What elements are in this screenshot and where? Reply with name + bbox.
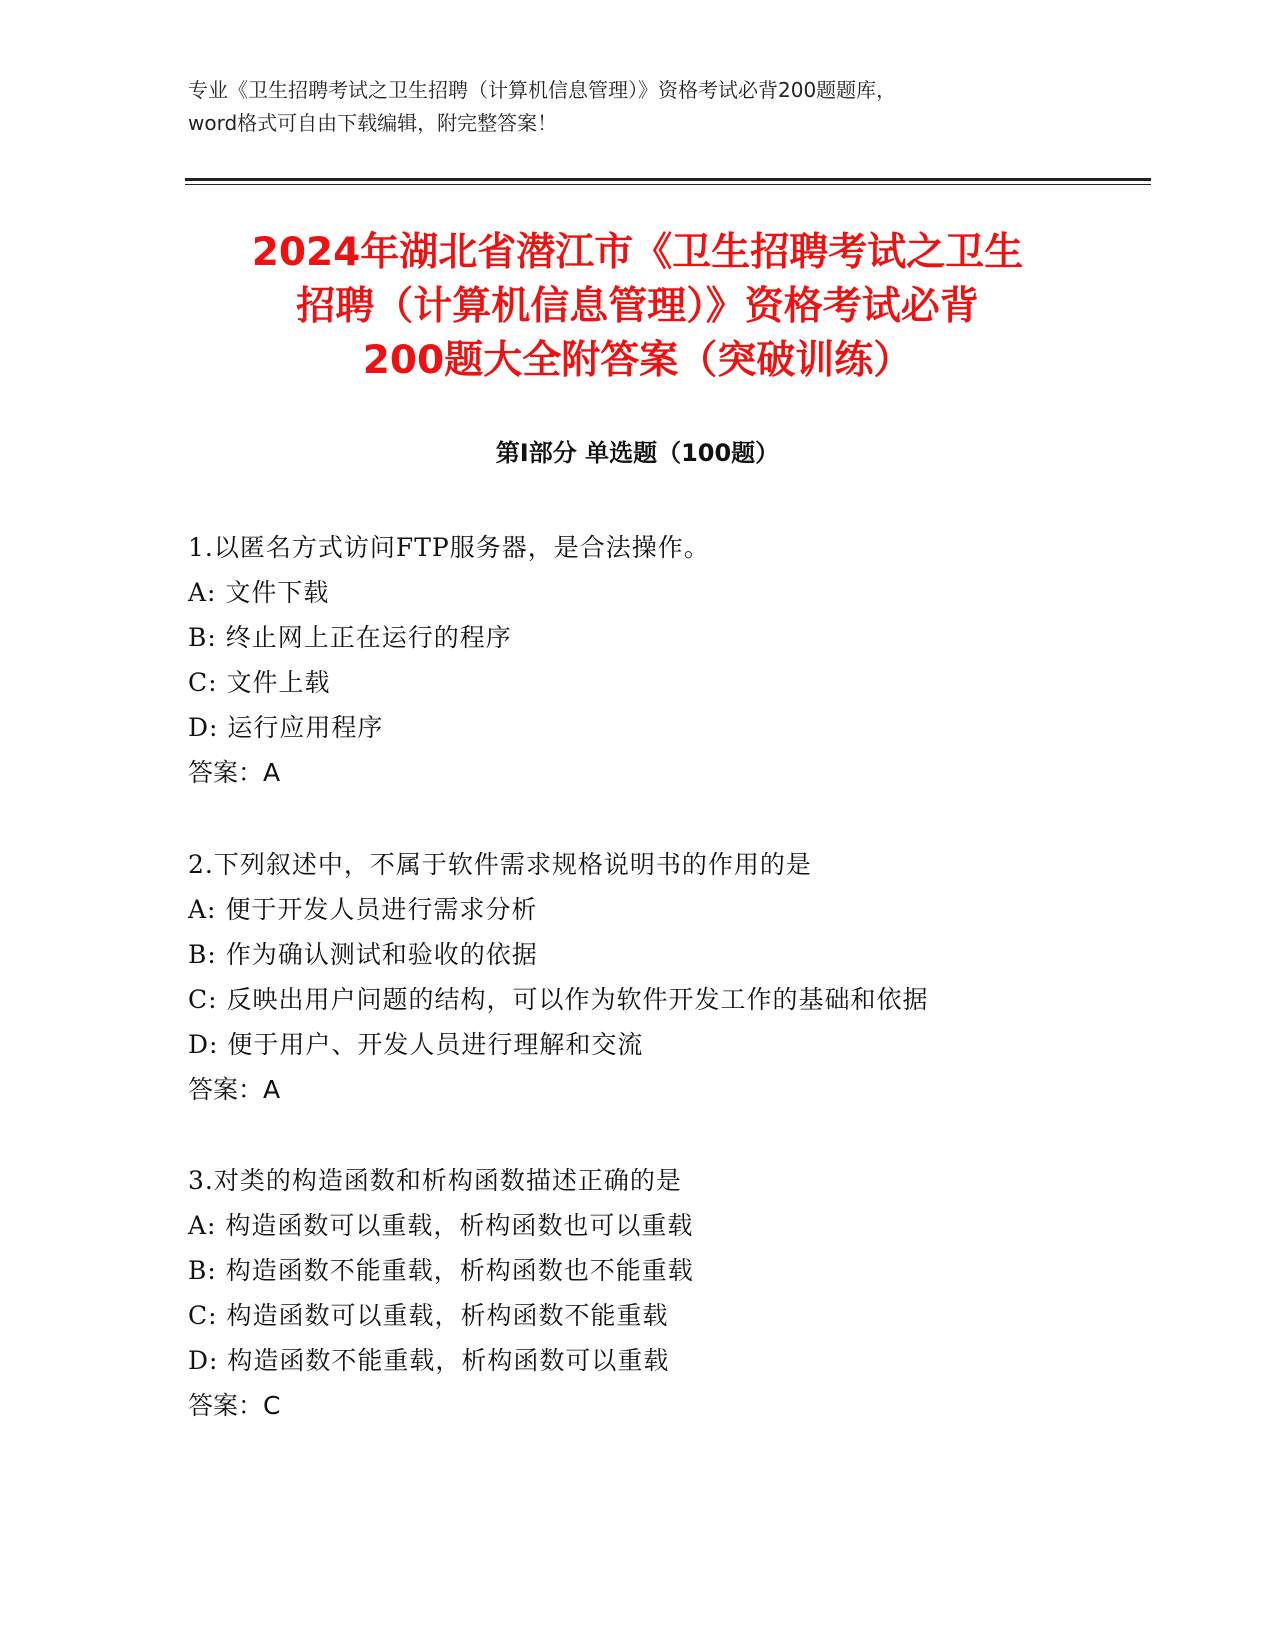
section-title: 第I部分 单选题（100题）: [495, 439, 780, 467]
option-c: C: 反映出用户问题的结构，可以作为软件开发工作的基础和依据: [188, 985, 929, 1014]
header-note-line-2: word格式可自由下载编辑，附完整答案！: [188, 111, 558, 135]
question-stem: 2.下列叙述中，不属于软件需求规格说明书的作用的是: [188, 850, 812, 879]
question-stem: 1.以匿名方式访问FTP服务器，是合法操作。: [188, 533, 710, 562]
option-d: D: 运行应用程序: [188, 713, 384, 742]
answer-line: 答案：A: [188, 758, 281, 787]
header-note: [188, 74, 1088, 140]
option-c: C: 文件上载: [188, 668, 331, 697]
option-b: B: 构造函数不能重载，析构函数也不能重载: [188, 1256, 694, 1285]
option-d: D: 便于用户、开发人员进行理解和交流: [188, 1030, 644, 1059]
option-a: A: 便于开发人员进行需求分析: [188, 895, 538, 924]
option-d: D: 构造函数不能重载，析构函数可以重载: [188, 1346, 670, 1375]
question-3: [188, 1158, 1088, 1428]
answer-line: 答案：A: [188, 1075, 281, 1104]
option-a: A: 构造函数可以重载，析构函数也可以重载: [188, 1211, 694, 1240]
document-title-line-1: 2024年湖北省潜江市《卫生招聘考试之卫生: [251, 230, 1024, 275]
option-b: B: 终止网上正在运行的程序: [188, 623, 512, 652]
document-title: [150, 226, 1125, 388]
option-b: B: 作为确认测试和验收的依据: [188, 940, 538, 969]
document-title-line-2: 招聘（计算机信息管理）》资格考试必背: [296, 284, 979, 329]
question-stem: 3.对类的构造函数和析构函数描述正确的是: [188, 1166, 682, 1195]
option-a: A: 文件下载: [188, 578, 330, 607]
question-2: [188, 842, 1088, 1112]
header-divider-thin: [185, 184, 1151, 185]
question-1: [188, 525, 1088, 795]
option-c: C: 构造函数可以重载，析构函数不能重载: [188, 1301, 669, 1330]
answer-line: 答案：C: [188, 1391, 281, 1420]
header-divider-thick: [185, 178, 1151, 181]
header-note-line-1: 专业《卫生招聘考试之卫生招聘（计算机信息管理）》资格考试必背200题题库，: [188, 78, 897, 102]
document-title-line-3: 200题大全附答案（突破训练）: [362, 338, 913, 383]
